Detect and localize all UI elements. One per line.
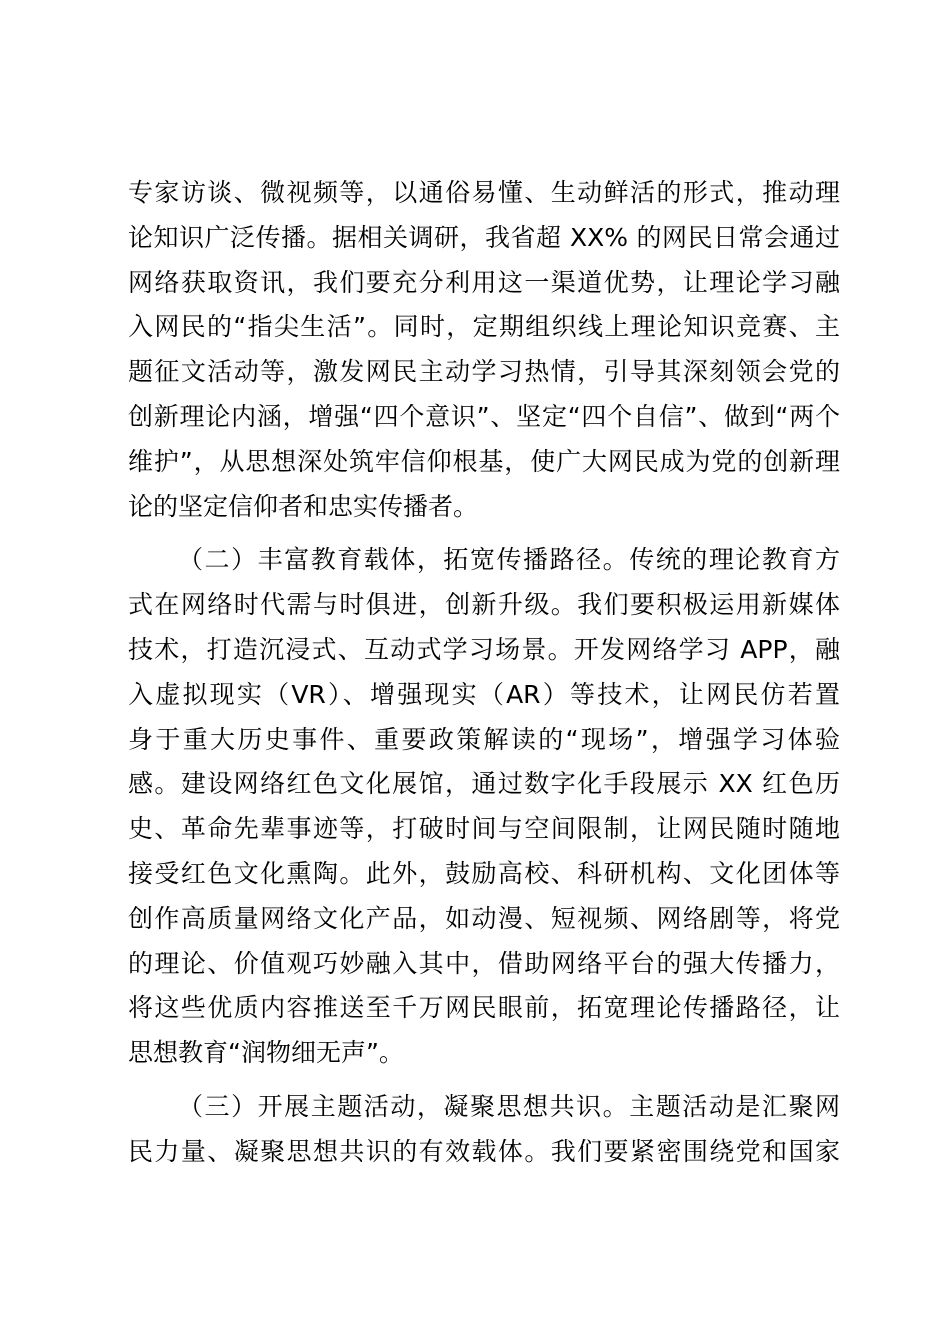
text-line: 创作高质量网络文化产品，如动漫、短视频、网络剧等，将党 — [128, 903, 840, 933]
text-line: 题征文活动等，激发网民主动学习热情，引导其深刻领会党的 — [128, 357, 840, 387]
text-line: 感。建设网络红色文化展馆，通过数字化手段展示 XX 红色历 — [128, 769, 840, 799]
text-line: 论的坚定信仰者和忠实传播者。 — [128, 491, 479, 521]
text-line: 入虚拟现实（VR）、增强现实（AR）等技术，让网民仿若置 — [128, 679, 840, 709]
paragraph — [128, 538, 840, 1076]
text-line: 将这些优质内容推送至千万网民眼前，拓宽理论传播路径，让 — [128, 993, 840, 1023]
text-line: 维护”，从思想深处筑牢信仰根基，使广大网民成为党的创新理 — [128, 446, 840, 476]
paragraph — [128, 171, 840, 529]
text-line: 的理论、价值观巧妙融入其中，借助网络平台的强大传播力， — [128, 948, 840, 978]
text-line: 专家访谈、微视频等，以通俗易懂、生动鲜活的形式，推动理 — [128, 178, 840, 207]
text-line: 民力量、凝聚思想共识的有效载体。我们要紧密围绕党和国家 — [128, 1136, 840, 1166]
text-line: 式在网络时代需与时俱进，创新升级。我们要积极运用新媒体 — [128, 590, 840, 620]
text-line: 入网民的“指尖生活”。同时，定期组织线上理论知识竞赛、主 — [128, 312, 840, 342]
text-line: （二）丰富教育载体，拓宽传播路径。传统的理论教育方 — [178, 545, 840, 575]
text-line: 史、革命先辈事迹等，打破时间与空间限制，让网民随时随地 — [128, 814, 840, 844]
text-line: 思想教育“润物细无声”。 — [128, 1038, 404, 1068]
body-text — [128, 171, 840, 1175]
text-line: 论知识广泛传播。据相关调研，我省超 XX% 的网民日常会通过 — [128, 222, 840, 252]
text-line: 网络获取资讯，我们要充分利用这一渠道优势，让理论学习融 — [128, 267, 840, 297]
text-line: （三）开展主题活动，凝聚思想共识。主题活动是汇聚网 — [178, 1091, 840, 1121]
text-line: 接受红色文化熏陶。此外，鼓励高校、科研机构、文化团体等 — [128, 858, 840, 888]
text-line: 身于重大历史事件、重要政策解读的“现场”，增强学习体验 — [128, 724, 840, 754]
text-line: 技术，打造沉浸式、互动式学习场景。开发网络学习 APP，融 — [128, 634, 840, 664]
text-line: 创新理论内涵，增强“四个意识”、坚定“四个自信”、做到“两个 — [128, 401, 840, 431]
paragraph — [128, 1085, 840, 1175]
